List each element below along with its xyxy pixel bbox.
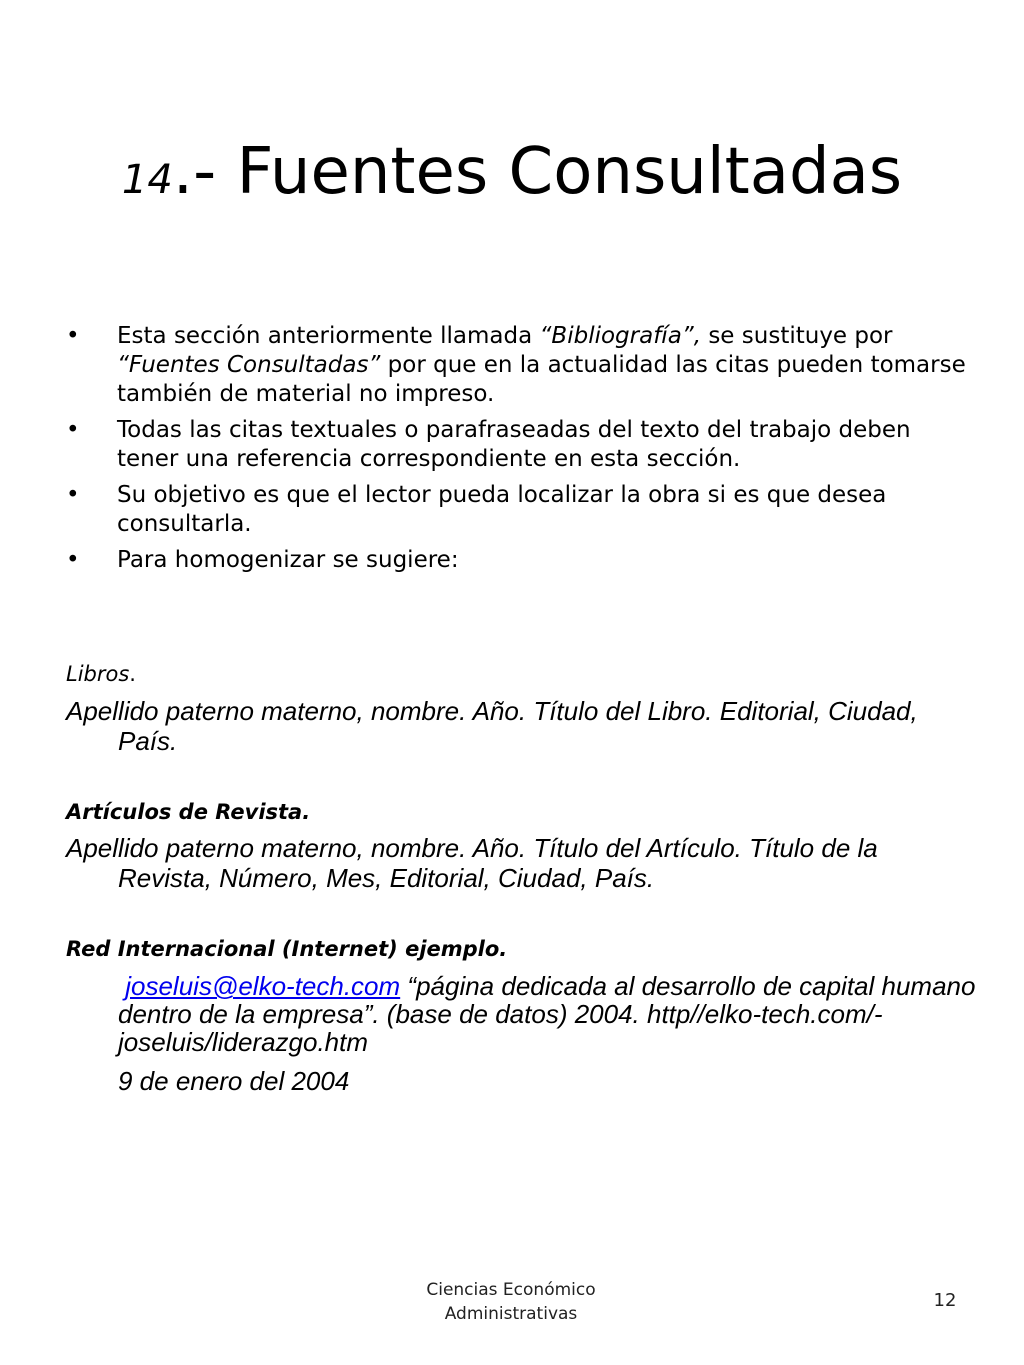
bullet-text: se sustituye por	[701, 323, 893, 349]
bullet-item	[66, 322, 966, 409]
internet-example	[118, 972, 978, 1056]
bullet-marker: •	[66, 482, 80, 508]
bullet-text: Su objetivo es que el lector pueda localizar la obra si es que desea consultarla.	[117, 482, 887, 537]
footer-line-1: Ciencias Económico	[426, 1280, 596, 1300]
bullet-text: Esta sección anteriormente llamada	[117, 323, 540, 349]
bullet-marker: •	[66, 417, 80, 443]
bullet-item	[66, 481, 966, 539]
bullet-text: por que en la actualidad las citas pueden tomarse también de material no impreso.	[117, 352, 966, 407]
libros-heading-text: Libros	[66, 662, 130, 686]
bullet-text-italic: “Bibliografía”,	[539, 323, 702, 349]
internet-description: “página dedicada al desarrollo de capital humano dentro de la empresa”. (base de datos) 2004. http//elko-tech.com/-joseluis/liderazgo.htm	[118, 971, 976, 1057]
bullet-item	[66, 546, 966, 575]
bullet-text-italic: “Fuentes Consultadas”	[117, 352, 381, 378]
page-number: 12	[933, 1290, 957, 1311]
bullet-marker: •	[66, 547, 80, 573]
footer	[380, 1278, 642, 1326]
internet-heading: Red Internacional (Internet) ejemplo.	[66, 937, 508, 961]
slide-title	[0, 128, 1024, 224]
revista-format: Apellido paterno materno, nombre. Año. Título del Artículo. Título de la Revista, Número, Mes, Editorial, Ciudad, País.	[66, 833, 878, 893]
bullet-text: Todas las citas textuales o parafraseadas del texto del trabajo deben tener una referencia correspondiente en esta sección.	[117, 417, 911, 472]
revista-heading: Artículos de Revista.	[66, 800, 311, 824]
title-number: 14	[121, 157, 173, 203]
bullet-item	[66, 416, 966, 474]
title-text: .- Fuentes Consultadas	[172, 135, 903, 209]
bullet-list	[66, 322, 966, 582]
footer-line-2: Administrativas	[444, 1304, 578, 1324]
libros-format: Apellido paterno materno, nombre. Año. Título del Libro. Editorial, Ciudad, País.	[66, 696, 918, 756]
bullet-marker: •	[66, 323, 80, 349]
email-link[interactable]: joseluis@elko-tech.com	[125, 971, 401, 1001]
libros-heading-period: .	[129, 662, 136, 686]
internet-date: 9 de enero del 2004	[118, 1066, 350, 1096]
bullet-text: Para homogenizar se sugiere:	[117, 547, 459, 573]
libros-heading	[66, 660, 136, 688]
